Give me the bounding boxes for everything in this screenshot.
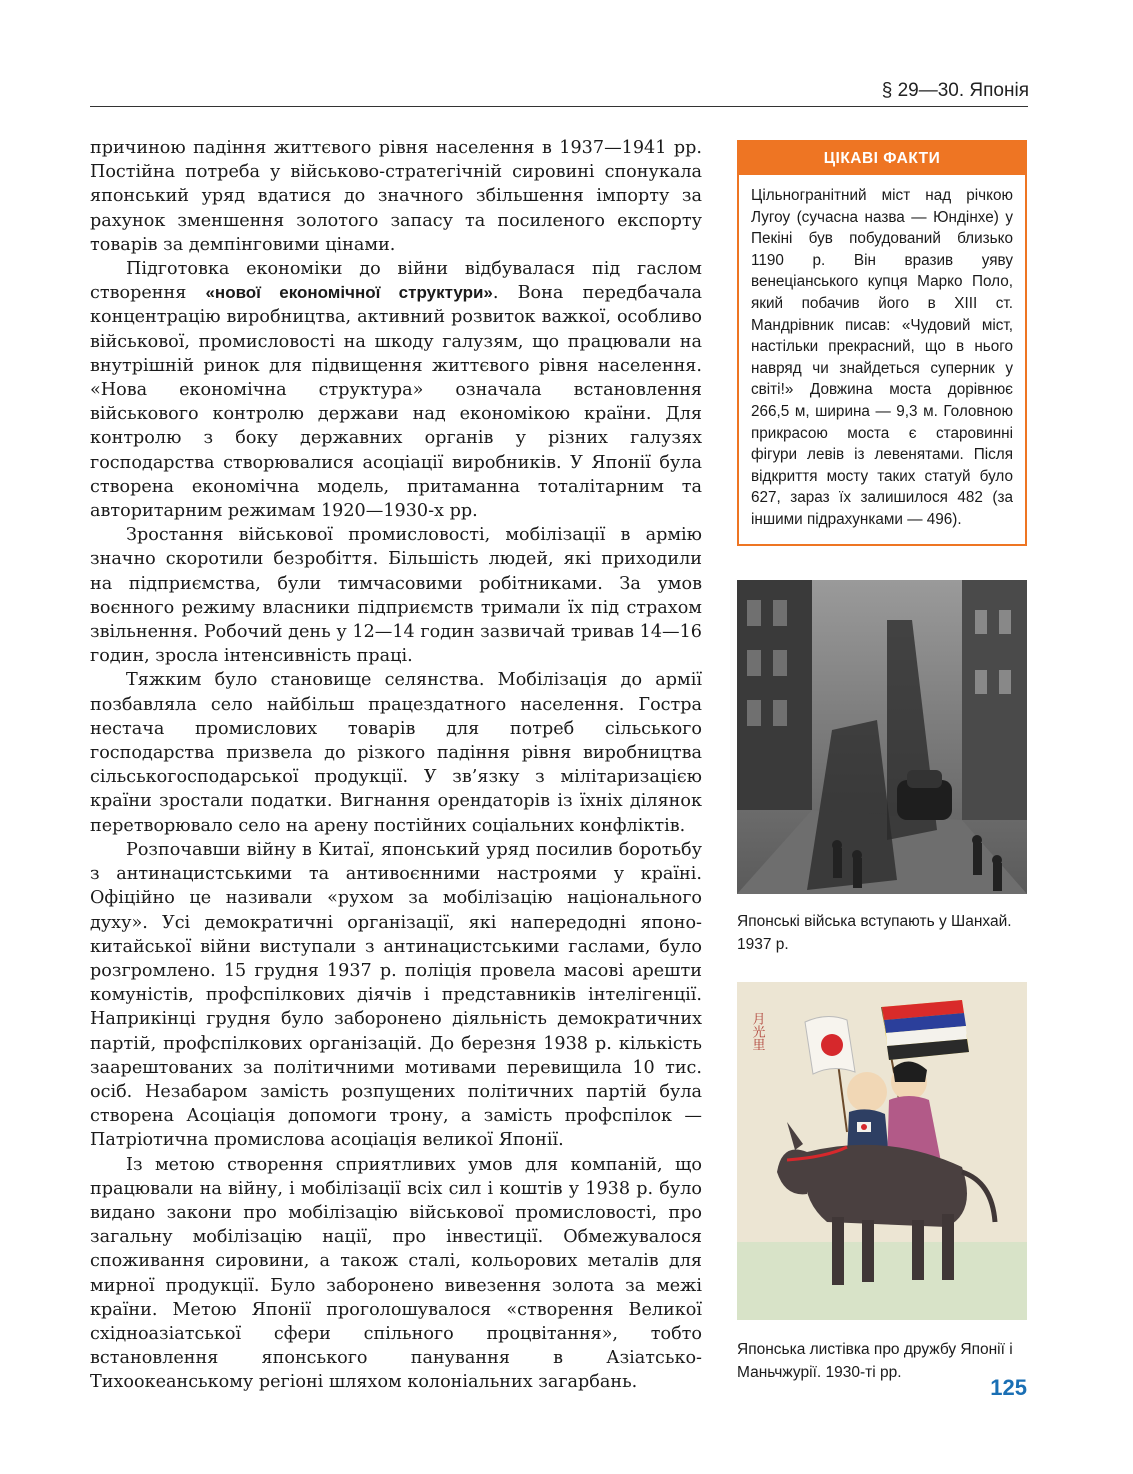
interesting-facts-box <box>737 140 1027 546</box>
shanghai-troops-photo-drawing <box>737 580 1027 894</box>
key-term-new-economic-structure: «нової економічної структури» <box>205 283 493 303</box>
paragraph-3: Зростання військової промисловості, мобілізації в армію значно скоротили безробіття. Більшість людей, які приходили на підприємства, були тимчасовими робітниками. За умов воєнного режиму власники підприємств тримали їх під страхом звільнення. Робочий день у 12—14 годин зазвичай тривав 14—16 годин, зросла інтенсивність праці. <box>90 525 702 667</box>
paragraph-6: Із метою створення сприятливих умов для компаній, що працювали на війну, і мобілізації всіх сил і коштів у 1938 р. було видано закони про мобілізацію військової промисловості, про загальну мобілізацію нації, про інвестиції. Обмежувалося споживання сировини, а також сталі, кольорових металів для мирної продукції. Було заборонено вивезення золота за межі країни. Метою Японії проголошувалося «створення Великої східноазіатської сфери спільного процвітання», тобто встановлення японського панування в Азіатсько-Тихоокеанському регіоні шляхом колоніальних загарбань. <box>90 1154 702 1393</box>
friendship-postcard-image <box>737 982 1027 1320</box>
friendship-postcard-drawing <box>737 982 1027 1320</box>
paragraph-5: Розпочавши війну в Китаї, японський уряд посилив боротьбу з антинацистськими та антивоєнними настроями у країні. Офіційно це називали «рухом за мобілізацію національного духу». Усі демократичні організації, які напередодні японо-китайської війни виступали з антинацистськими гаслами, було розгромлено. 15 грудня 1937 р. поліція провела масові арешти комуністів, профспілкових діячів і представників інтелігенції. Наприкінці грудня було заборонено діяльність демократичних партій, профспілкових організацій. До березня 1938 р. кількість заарештованих за політичними мотивами перевищила 10 тис. осіб. Незабаром замість розпущених політичних партій була створена Асоціація допомоги трону, а замість профспілок — Патріотична промислова асоціація великої Японії. <box>90 839 702 1151</box>
caption-shanghai-troops: Японські війська вступають у Шанхай. 1937 р. <box>737 913 1012 953</box>
running-title: § 29—30. Японія <box>881 80 1029 101</box>
paragraph-2-rest: . Вона передбачала концентрацію виробництва, активний розвиток важкої, особливо військової, промисловості на шкоду галузям, що працювали на внутрішній ринок для підвищення життєвого рівня населення. «Нова економічна структура» означала встановлення військового контролю держави над економікою країни. Для контролю з боку державних органів у різних галузях господарства створювалися асоціації виробників. У Японії була створена економічна модель, притаманна тоталітарним та авторитарним режимам 1920—1930-х рр. <box>90 283 703 522</box>
paragraph-4: Тяжким було становище селянства. Мобілізація до армії позбавляла село найбільш працездатного населення. Гостра нестача промислових товарів для потреб сільського господарства призвела до різкого падіння рівня виробництва сільськогосподарської продукції. У зв’язку з мілітаризацією країни зростали податки. Вигнання орендаторів із їхніх ділянок перетворювало село на арену постійних соціальних конфліктів. <box>90 670 702 836</box>
page-number: 125 <box>990 1375 1027 1400</box>
facts-text: Цільногранітний міст над річкою Лугоу (сучасна назва — Юндінхе) у Пекіні був побудований близько 1190 р. Він вразив уяву венеціанського купця Марко Поло, який побачив його в XIII ст. Мандрівник писав: «Чудовий міст, настільки прекрасний, що в нього навряд чи знайдеться суперник у світі!» Довжина моста дорівнює 266,5 м, ширина — 9,3 м. Головною прикрасою моста є старовинні фігури левів із левенятами. Після відкриття мосту таких статуй було 627, зараз їх залишилося 482 (за іншими підрахунками — 496). <box>751 187 1013 528</box>
header-divider <box>90 106 1028 107</box>
paragraph-1: причиною падіння життєвого рівня населення в 1937—1941 рр. Постійна потреба у військово-стратегічній сировині спонукала японський уряд вдатися до значного збільшення імпорту за рахунок зменшення золотого запасу та посиленого експорту товарів за демпінговими цінами. <box>90 138 702 255</box>
postcard-signature: 月光里 <box>749 1012 765 1051</box>
main-text-column <box>90 136 702 1395</box>
shanghai-troops-photo <box>737 580 1027 894</box>
facts-title: ЦІКАВІ ФАКТИ <box>739 142 1025 175</box>
paragraph-2 <box>90 257 702 523</box>
caption-friendship-postcard: Японська листівка про дружбу Японії і Маньчжурії. 1930-ті рр. <box>737 1341 1013 1381</box>
paragraph-2-start: Підготовка економіки до війни відбувалася під гаслом створення <box>90 259 702 304</box>
